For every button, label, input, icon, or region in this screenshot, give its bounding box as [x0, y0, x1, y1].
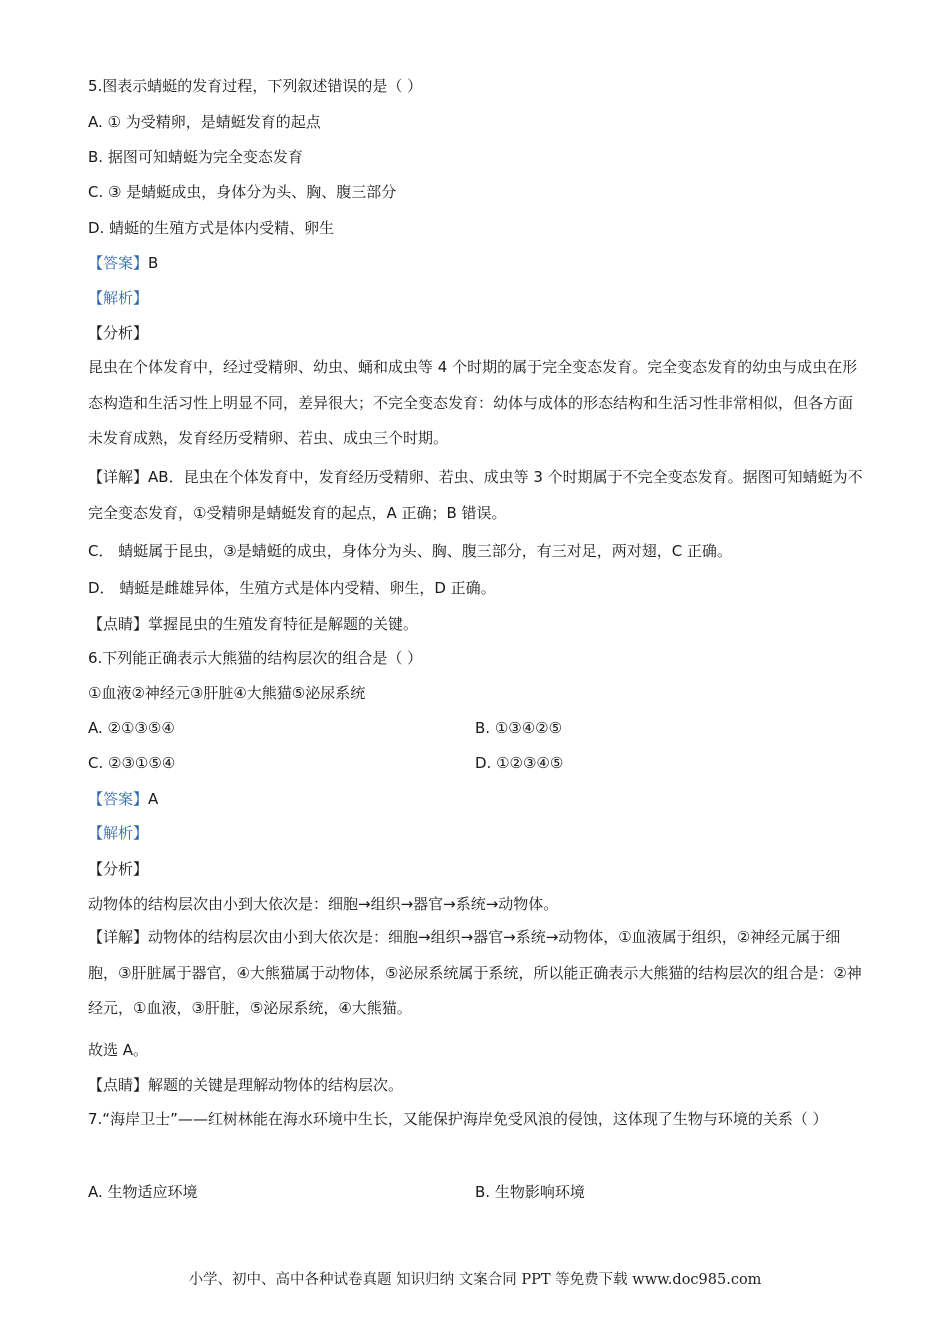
q6-fenxi-text: 动物体的结构层次由小到大依次是：细胞→组织→器官→系统→动物体。 [88, 895, 559, 913]
answer-value: A [148, 790, 159, 808]
q5-option-c: C. ③ 是蜻蜓成虫，身体分为头、胸、腹三部分 [88, 183, 397, 201]
q5-fenxi-text: 昆虫在个体发育中，经过受精卵、幼虫、蛹和成虫等 4 个时期的属于完全变态发育。完全变态发育的幼虫与成虫在形态构造和生活习性上明显不同，差异很大；不完全变态发育：幼体与成体的形态结构和生活习性非常相似，但各方面未发育成熟，发育经历受精卵、若虫、成虫三个时期。 [88, 358, 858, 447]
q5-answer [88, 253, 158, 273]
q5-fenxi-tag: 【分析】 [88, 324, 149, 342]
q5-option-d: D. 蜻蜓的生殖方式是体内受精、卵生 [88, 219, 335, 237]
dianjing-tag: 【点睛】 [88, 615, 149, 633]
answer-value: B [148, 254, 159, 272]
xiangjie-tag: 【详解】 [88, 928, 149, 946]
q6-xiangjie [88, 920, 866, 1027]
answer-tag: 【答案】 [88, 254, 149, 272]
page-footer: 小学、初中、高中各种试卷真题 知识归纳 文案合同 PPT 等免费下载 www.doc985.com [188, 1272, 762, 1288]
q5-jiexi-tag: 【解析】 [88, 289, 149, 307]
q5-detail-c: C． 蜻蜓属于昆虫，③是蜻蜓的成虫，身体分为头、胸、腹三部分，有三对足，两对翅，C 正确。 [88, 542, 732, 560]
answer-tag: 【答案】 [88, 790, 149, 808]
xiangjie-text: AB．昆虫在个体发育中，发育经历受精卵、若虫、成虫等 3 个时期属于不完全变态发育。据图可知蜻蜓为不完全变态发育，①受精卵是蜻蜓发育的起点，A 正确；B 错误。 [88, 468, 863, 522]
q5-dianjing [88, 614, 418, 634]
dianjing-text: 掌握昆虫的生殖发育特征是解题的关键。 [148, 615, 419, 633]
q6-option-b: B. ①③④②⑤ [475, 719, 563, 737]
q5-option-b: B. 据图可知蜻蜓为完全变态发育 [88, 148, 303, 166]
q6-option-a: A. ②①③⑤④ [88, 719, 175, 737]
q6-answer [88, 789, 158, 809]
q7-stem: 7.“海岸卫士”——红树林能在海水环境中生长，又能保护海岸免受风浪的侵蚀，这体现了生物与环境的关系（ ） [88, 1110, 828, 1128]
q5-xiangjie [88, 460, 866, 531]
q6-items: ①血液②神经元③肝脏④大熊猫⑤泌尿系统 [88, 684, 366, 702]
q6-option-d: D. ①②③④⑤ [475, 754, 564, 772]
q5-detail-d: D． 蜻蜓是雌雄异体，生殖方式是体内受精、卵生，D 正确。 [88, 579, 496, 597]
q6-dianjing [88, 1075, 403, 1095]
dianjing-tag: 【点睛】 [88, 1076, 149, 1094]
q5-option-a: A. ① 为受精卵，是蜻蜓发育的起点 [88, 113, 321, 131]
q7-option-a: A. 生物适应环境 [88, 1183, 198, 1201]
dianjing-text: 解题的关键是理解动物体的结构层次。 [148, 1076, 404, 1094]
xiangjie-tag: 【详解】 [88, 468, 149, 486]
q6-guxuan: 故选 A。 [88, 1041, 149, 1059]
q5-stem: 5.图表示蜻蜓的发育过程，下列叙述错误的是（ ） [88, 77, 423, 95]
q6-option-c: C. ②③①⑤④ [88, 754, 176, 772]
xiangjie-text: 动物体的结构层次由小到大依次是：细胞→组织→器官→系统→动物体，①血液属于组织，②神经元属于细胞，③肝脏属于器官，④大熊猫属于动物体，⑤泌尿系统属于系统，所以能正确表示大熊猫的结构层次的组合是：②神经元，①血液，③肝脏，⑤泌尿系统，④大熊猫。 [88, 928, 862, 1017]
q6-fenxi-tag: 【分析】 [88, 860, 149, 878]
q7-option-b: B. 生物影响环境 [475, 1183, 585, 1201]
q6-stem: 6.下列能正确表示大熊猫的结构层次的组合是（ ） [88, 649, 423, 667]
q6-jiexi-tag: 【解析】 [88, 824, 149, 842]
